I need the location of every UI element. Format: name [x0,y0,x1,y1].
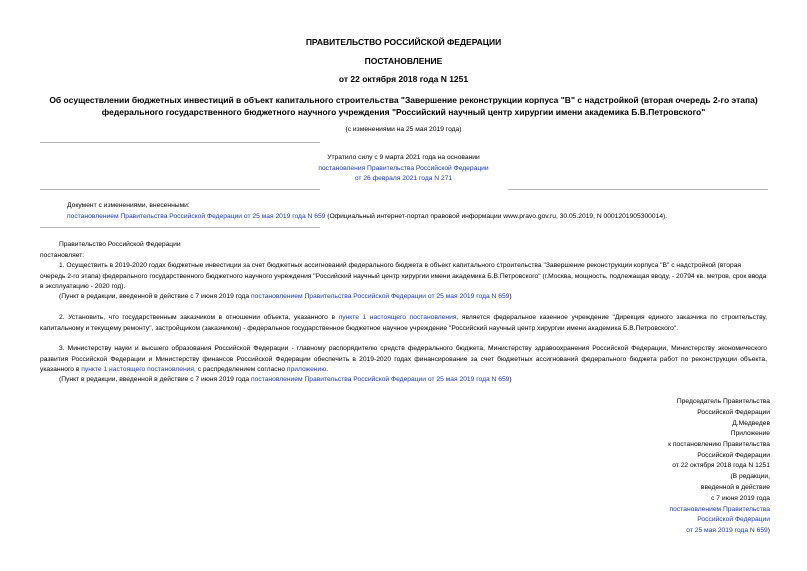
signature-line: Российской Федерации [697,408,770,416]
appendix-line: введенной в действие [700,483,770,491]
amendments-block [67,201,772,222]
paragraph-3 [40,344,767,376]
paragraph-3-link-item1[interactable]: пункте 1 настоящего постановления [81,366,195,373]
appendix-link[interactable]: постановлением Правительства [669,505,770,513]
revision-note-link[interactable]: постановлением Правительства Российской Федерации от 25 мая 2019 года N 659 [251,293,510,300]
revision-note-text: (Пункт в редакции, введенной в действие с 7 июня 2019 года [59,293,252,300]
divider [40,227,320,228]
appendix-link[interactable]: Российской Федерации [697,516,770,524]
paragraph-2-text: , является федеральное казенное учреждение "Дирекция единого заказчика по строительству, капитальному и текущему ремонту", застройщиком (заказчиком) - федеральное государственное бюджетное научное учреждение "Российский научный центр хирургии имени академика Б.В.Петровского". [40,314,768,332]
preamble [40,240,767,261]
signature-line: Председатель Правительства [676,398,770,405]
appendix-block [600,429,770,537]
appendix-close: ) [767,527,770,535]
paragraph-2-link[interactable]: пункте 1 настоящего постановления [338,314,457,321]
preamble-line: постановляет: [40,251,85,259]
revision-note-close: ) [509,376,512,383]
preamble-line: Правительство Российской Федерации [59,241,181,248]
revision-note-1 [40,292,767,303]
appendix-line: (В редакции, [730,473,770,481]
paragraph-3-text: , с распределением согласно [194,366,287,373]
signature-name: Д.Медведев [732,419,770,427]
paragraph-3-text: . [326,366,329,373]
appendix-label: Приложение [730,430,770,437]
divider [40,142,320,143]
divider [40,189,320,190]
revision-note-link[interactable]: постановлением Правительства Российской Федерации от 25 мая 2019 года N 659 [251,376,510,383]
changes-note: (с изменениями на 25 мая 2019 года) [345,126,462,133]
signature-block [600,397,770,429]
document-title: Об осуществлении бюджетных инвестиций в объект капитального строительства "Завершение реконструкции корпуса "В" с надстройкой (вторая очередь 2-го этапа) федерального государственного бюджетного научного учреждения "Российский научный центр хирургии имени академика Б.В.Петровского" [49,95,758,117]
paragraph-2-text: 2. Установить, что государственным заказчиком в отношении объекта, указанного в [59,314,339,321]
revision-note-close: ) [509,293,512,300]
date-number-heading: от 22 октября 2018 года N 1251 [338,74,469,84]
repeal-status-text: Утратило силу с 9 марта 2021 года на основании [327,154,480,161]
repeal-link-act[interactable]: постановления Правительства Российской Федерации [318,164,489,172]
paragraph-3-text: 3. Министерству науки и высшего образования Российской Федерации - главному распорядителю средств федерального бюджета, Министерству здравоохранения Российской Федерации, Министерству экономического развития Российской Федерации и Министерству финансов Российской Федерации обеспечить в 2019-2020 годах финансирование за счет бюджетных ассигнований федерального бюджета работ по реконструкции объекта, указанного в [40,345,767,373]
appendix-line: к постановлению Правительства [668,440,770,448]
revision-note-text: (Пункт в редакции, введенной в действие с 7 июня 2019 года [59,376,252,383]
amendments-intro: Документ с изменениями, внесенными: [67,202,190,209]
appendix-line: Российской Федерации [697,451,770,459]
repeal-link-date[interactable]: от 26 февраля 2021 года N 271 [354,175,453,182]
paragraph-1: 1. Осуществить в 2019-2020 годах бюджетные инвестиции за счет бюджетных ассигнований федерального бюджета в объект капитального строительства "Завершение реконструкции корпуса "В" с надстройкой (вторая очередь 2-го этапа) федерального государственного бюджетного научного учреждения "Российский научный центр хирургии имени академика Б.В.Петровского" (г.Москва, мощность, подлежащая вводу, - 20794 кв. метров, срок ввода в эксплуатацию - 2020 год). [40,262,767,290]
doc-type-heading: ПОСТАНОВЛЕНИЕ [364,56,443,66]
amendment-source: (Официальный интернет-портал правовой информации www.pravo.gov.ru, 30.05.2019, N 0001201905300014). [325,212,668,220]
paragraph-2 [40,313,767,334]
government-heading: ПРАВИТЕЛЬСТВО РОССИЙСКОЙ ФЕДЕРАЦИИ [305,37,502,47]
appendix-line: от 22 октября 2018 года N 1251 [672,462,770,470]
paragraph-3-link-appendix[interactable]: приложению [286,366,327,373]
repeal-status [300,153,507,185]
revision-note-2 [40,375,767,386]
appendix-link[interactable]: от 25 мая 2019 года N 659 [686,527,768,535]
appendix-line: с 7 июня 2019 года [711,494,770,502]
amendment-link[interactable]: постановлением Правительства Российской Федерации от 25 мая 2019 года N 659 [67,212,326,220]
divider [508,189,768,190]
